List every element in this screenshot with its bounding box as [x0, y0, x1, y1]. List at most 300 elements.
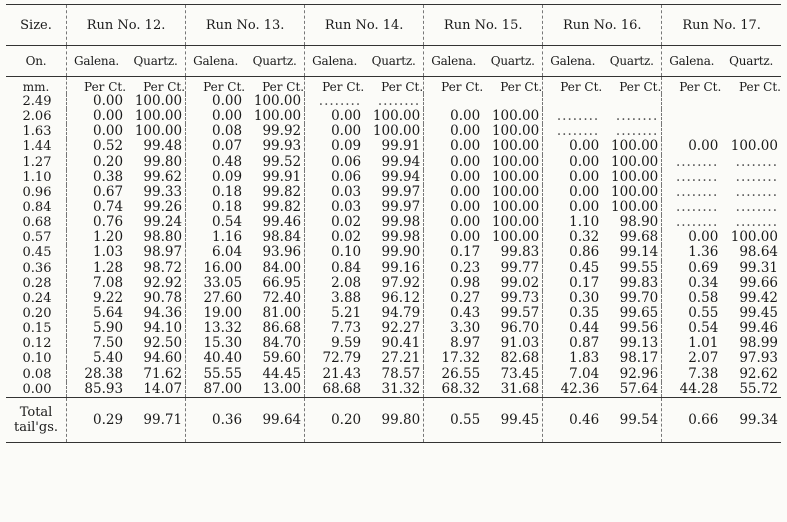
galena-header: Galena.: [186, 46, 246, 77]
galena-cell: 0.69: [688, 260, 719, 276]
quartz-cell: 100.00: [602, 155, 662, 170]
galena-cell: 5.21: [331, 305, 362, 322]
quartz-cell: 73.45: [483, 367, 543, 382]
galena-cell: 0.18: [212, 184, 243, 200]
galena-cell: 0.34: [688, 275, 719, 291]
table-row: [6, 306, 781, 321]
run-header-row: [6, 5, 781, 46]
quartz-cell: 99.80: [126, 155, 186, 170]
percent-unit: Per Ct.: [364, 77, 424, 95]
quartz-cell: 100.00: [126, 94, 186, 109]
galena-cell: [424, 94, 484, 109]
quartz-cell: 27.21: [364, 351, 424, 366]
percent-unit: Per Ct.: [441, 79, 484, 94]
galena-cell: 0.20: [92, 154, 124, 170]
galena-cell: 13.32: [203, 321, 243, 337]
quartz-cell: 98.72: [126, 261, 186, 276]
quartz-cell: 99.13: [602, 336, 662, 351]
size-cell: 0.36: [6, 261, 67, 276]
quartz-cell: 99.48: [126, 139, 186, 154]
run-header: Run No. 14.: [305, 5, 424, 46]
total-quartz-cell: 99.34: [721, 397, 781, 442]
quartz-cell: 99.90: [364, 245, 424, 260]
size-unit: mm.: [6, 77, 67, 95]
galena-cell: 16.00: [203, 260, 243, 276]
size-cell: 1.63: [6, 124, 67, 139]
quartz-cell: 92.27: [364, 321, 424, 336]
total-quartz-cell: 99.45: [483, 397, 543, 442]
quartz-cell: 100.00: [483, 185, 543, 200]
galena-cell: 5.40: [92, 351, 124, 367]
quartz-cell: 99.98: [364, 215, 424, 230]
quartz-cell: 99.46: [245, 215, 305, 230]
galena-cell: 0.00: [92, 94, 124, 110]
size-cell: 0.24: [6, 291, 67, 306]
quartz-cell: 96.12: [364, 291, 424, 306]
quartz-cell: 94.10: [126, 321, 186, 336]
sizing-table-container: [6, 4, 781, 443]
galena-header: Galena.: [543, 46, 603, 77]
size-cell: 0.45: [6, 245, 67, 260]
total-quartz-cell: 99.54: [602, 397, 662, 442]
quartz-cell: 99.70: [602, 291, 662, 306]
quartz-cell: 99.83: [602, 276, 662, 291]
quartz-cell: 99.83: [483, 245, 543, 260]
table-row: [6, 109, 781, 124]
galena-cell: 0.86: [569, 245, 600, 261]
quartz-cell: 99.57: [483, 306, 543, 321]
sizing-table: [6, 4, 781, 443]
total-label-line1: Total: [19, 404, 53, 420]
quartz-header: Quartz.: [126, 46, 186, 77]
galena-cell: ........: [318, 94, 362, 110]
percent-unit: Per Ct.: [483, 77, 543, 95]
table-row: [6, 215, 781, 230]
galena-cell: 5.90: [92, 321, 124, 337]
quartz-cell: 100.00: [245, 94, 305, 109]
galena-cell: ........: [556, 124, 600, 140]
quartz-cell: ........: [735, 199, 778, 216]
total-quartz-cell: 99.64: [245, 397, 305, 442]
table-row: [6, 276, 781, 291]
percent-unit: Per Ct.: [245, 77, 305, 95]
quartz-cell: 71.62: [126, 367, 186, 382]
galena-cell: 72.79: [322, 351, 362, 367]
quartz-cell: 99.31: [739, 260, 778, 276]
galena-cell: 0.00: [92, 124, 124, 140]
quartz-cell: 98.97: [126, 245, 186, 260]
total-row: [6, 397, 781, 442]
galena-cell: 42.36: [560, 381, 600, 397]
galena-cell: 17.32: [441, 351, 481, 367]
quartz-cell: 100.00: [602, 185, 662, 200]
quartz-cell: 99.33: [126, 185, 186, 200]
galena-cell: 1.16: [212, 230, 243, 246]
total-quartz-cell: 99.71: [126, 397, 186, 442]
quartz-cell: 66.95: [245, 276, 305, 291]
total-galena-cell: 0.20: [305, 397, 365, 442]
size-cell: 0.20: [6, 306, 67, 321]
quartz-cell: 94.36: [126, 306, 186, 321]
quartz-cell: 99.26: [126, 200, 186, 215]
quartz-cell: 99.14: [602, 245, 662, 260]
galena-cell: 0.09: [331, 139, 362, 155]
galena-cell: [662, 94, 722, 109]
galena-cell: 0.74: [92, 199, 124, 216]
galena-cell: 1.28: [92, 260, 124, 276]
quartz-cell: 94.79: [364, 306, 424, 321]
quartz-cell: 99.62: [126, 170, 186, 185]
quartz-cell: 99.46: [739, 321, 778, 337]
quartz-cell: 98.17: [602, 351, 662, 366]
quartz-cell: 99.24: [126, 215, 186, 230]
galena-cell: 33.05: [203, 275, 243, 291]
galena-header: Galena.: [67, 46, 127, 77]
quartz-cell: 100.00: [483, 155, 543, 170]
galena-cell: 1.10: [569, 215, 600, 231]
galena-cell: 0.00: [450, 154, 481, 170]
quartz-cell: 92.50: [126, 336, 186, 351]
quartz-header: Quartz.: [721, 46, 781, 77]
galena-cell: 1.01: [688, 336, 719, 352]
quartz-cell: 99.52: [245, 155, 305, 170]
quartz-cell: 99.16: [364, 261, 424, 276]
quartz-cell: 96.70: [483, 321, 543, 336]
quartz-cell: 55.72: [739, 381, 778, 397]
quartz-cell: 100.00: [483, 109, 543, 124]
galena-cell: 0.23: [450, 260, 481, 276]
percent-unit: Per Ct.: [560, 79, 603, 94]
galena-cell: 27.60: [203, 290, 243, 306]
galena-cell: 26.55: [441, 366, 481, 382]
quartz-cell: 99.91: [245, 170, 305, 185]
table-row: [6, 124, 781, 139]
quartz-cell: 99.97: [364, 200, 424, 215]
table-row: [6, 170, 781, 185]
galena-cell: [543, 94, 603, 109]
quartz-cell: 31.68: [483, 382, 543, 398]
quartz-cell: ........: [735, 169, 778, 185]
galena-cell: 0.48: [212, 154, 243, 170]
quartz-cell: 99.94: [364, 170, 424, 185]
quartz-cell: 44.45: [245, 367, 305, 382]
quartz-cell: 100.00: [126, 124, 186, 139]
quartz-cell: 100.00: [483, 200, 543, 215]
galena-cell: ........: [556, 109, 600, 125]
quartz-cell: 100.00: [483, 139, 543, 154]
size-cell: 0.12: [6, 336, 67, 351]
galena-cell: 15.30: [203, 336, 243, 352]
quartz-cell: ........: [602, 109, 662, 124]
quartz-cell: [602, 94, 662, 109]
galena-cell: 0.38: [92, 169, 124, 185]
quartz-cell: 99.66: [739, 275, 778, 291]
quartz-cell: 98.80: [126, 230, 186, 245]
size-cell: 0.68: [6, 215, 67, 230]
table-row: [6, 155, 781, 170]
galena-cell: 0.55: [688, 305, 719, 322]
quartz-cell: 99.82: [245, 185, 305, 200]
galena-cell: 0.00: [212, 109, 243, 125]
galena-cell: 0.10: [331, 245, 362, 261]
size-cell: 0.00: [6, 382, 67, 398]
galena-cell: 0.07: [212, 139, 243, 155]
galena-cell: 0.00: [92, 109, 124, 125]
galena-cell: 0.00: [688, 230, 719, 246]
table-row: [6, 245, 781, 260]
table-row: [6, 94, 781, 109]
size-cell: 0.28: [6, 276, 67, 291]
galena-cell: 0.06: [331, 169, 362, 185]
quartz-cell: ........: [735, 184, 778, 200]
galena-cell: 7.50: [92, 336, 124, 352]
galena-cell: 19.00: [203, 305, 243, 322]
percent-unit: Per Ct.: [203, 79, 246, 94]
quartz-cell: 99.02: [483, 276, 543, 291]
galena-cell: 85.93: [84, 381, 124, 397]
size-cell: 1.44: [6, 139, 67, 154]
table-row: [6, 185, 781, 200]
run-header: Run No. 13.: [186, 5, 305, 46]
galena-cell: 0.03: [331, 199, 362, 216]
galena-cell: 9.22: [92, 290, 124, 306]
galena-cell: 0.02: [331, 215, 362, 231]
galena-cell: 0.00: [450, 230, 481, 246]
quartz-cell: 98.99: [739, 336, 778, 352]
galena-cell: 0.30: [569, 290, 600, 306]
size-cell: 1.27: [6, 155, 67, 170]
galena-cell: 9.59: [331, 336, 362, 352]
quartz-header: Quartz.: [364, 46, 424, 77]
galena-cell: ........: [675, 154, 719, 170]
quartz-cell: 86.68: [245, 321, 305, 336]
galena-cell: 0.00: [569, 169, 600, 185]
galena-cell: 0.00: [212, 94, 243, 110]
table-row: [6, 261, 781, 276]
run-header: Run No. 12.: [67, 5, 186, 46]
table-row: [6, 351, 781, 366]
run-header: Run No. 17.: [662, 5, 781, 46]
galena-cell: 7.38: [688, 366, 719, 382]
galena-cell: 0.67: [92, 184, 124, 200]
quartz-cell: 100.00: [483, 230, 543, 245]
quartz-cell: 84.00: [245, 261, 305, 276]
quartz-cell: [721, 94, 781, 109]
galena-cell: 0.00: [569, 154, 600, 170]
galena-cell: 0.27: [450, 290, 481, 306]
quartz-cell: 59.60: [245, 351, 305, 366]
total-galena-cell: 0.46: [543, 397, 603, 442]
galena-cell: 0.58: [688, 290, 719, 306]
percent-unit: Per Ct.: [679, 79, 722, 94]
table-row: [6, 200, 781, 215]
quartz-cell: 100.00: [483, 124, 543, 139]
galena-header: Galena.: [305, 46, 365, 77]
total-galena-cell: 0.66: [662, 397, 722, 442]
quartz-cell: [483, 94, 543, 109]
table-row: [6, 230, 781, 245]
quartz-cell: 82.68: [483, 351, 543, 366]
galena-cell: 0.00: [688, 139, 719, 155]
galena-cell: 7.08: [92, 275, 124, 291]
galena-cell: 0.76: [92, 215, 124, 231]
galena-cell: 0.08: [212, 124, 243, 140]
size-cell: 0.96: [6, 185, 67, 200]
size-cell: 2.49: [6, 94, 67, 109]
quartz-cell: 31.32: [364, 382, 424, 398]
size-cell: 0.08: [6, 367, 67, 382]
total-galena-cell: 0.55: [424, 397, 484, 442]
galena-cell: 68.68: [322, 381, 362, 397]
galena-cell: 1.20: [92, 230, 124, 246]
quartz-cell: 99.98: [364, 230, 424, 245]
total-quartz-cell: 99.80: [364, 397, 424, 442]
quartz-cell: 99.91: [364, 139, 424, 154]
total-label: [6, 397, 67, 442]
galena-cell: 21.43: [322, 366, 362, 382]
quartz-header: Quartz.: [602, 46, 662, 77]
galena-cell: 2.08: [331, 275, 362, 291]
percent-unit: Per Ct.: [738, 79, 781, 94]
galena-header: Galena.: [662, 46, 722, 77]
quartz-cell: 94.60: [126, 351, 186, 366]
galena-cell: 1.03: [92, 245, 124, 261]
quartz-cell: 90.41: [364, 336, 424, 351]
size-cell: 2.06: [6, 109, 67, 124]
run-header: Run No. 16.: [543, 5, 662, 46]
quartz-cell: 100.00: [483, 170, 543, 185]
galena-cell: 6.04: [212, 245, 243, 261]
galena-cell: 55.55: [203, 366, 243, 382]
quartz-cell: 98.90: [602, 215, 662, 230]
galena-cell: 0.54: [688, 321, 719, 337]
percent-unit: Per Ct.: [322, 79, 365, 94]
quartz-header: Quartz.: [483, 46, 543, 77]
quartz-cell: 93.96: [245, 245, 305, 260]
quartz-cell: 92.92: [126, 276, 186, 291]
quartz-cell: 97.92: [364, 276, 424, 291]
galena-cell: 5.64: [92, 305, 124, 322]
quartz-cell: 99.93: [245, 139, 305, 154]
quartz-cell: 99.94: [364, 155, 424, 170]
quartz-cell: 100.00: [364, 124, 424, 139]
quartz-cell: ........: [602, 124, 662, 139]
quartz-cell: 81.00: [245, 306, 305, 321]
quartz-cell: 99.97: [364, 185, 424, 200]
quartz-cell: 84.70: [245, 336, 305, 351]
galena-cell: 0.00: [450, 169, 481, 185]
quartz-header: Quartz.: [245, 46, 305, 77]
galena-cell: 0.87: [569, 336, 600, 352]
galena-cell: 0.43: [450, 305, 481, 322]
quartz-cell: ........: [364, 94, 424, 109]
quartz-cell: 13.00: [245, 382, 305, 398]
percent-unit: Per Ct.: [84, 79, 127, 94]
galena-cell: 0.03: [331, 184, 362, 200]
galena-cell: 0.17: [569, 275, 600, 291]
galena-cell: 1.83: [569, 351, 600, 367]
table-row: [6, 321, 781, 336]
quartz-cell: 99.55: [602, 261, 662, 276]
quartz-cell: 99.77: [483, 261, 543, 276]
quartz-cell: 92.62: [739, 366, 778, 382]
galena-header: Galena.: [424, 46, 484, 77]
galena-cell: 0.00: [331, 124, 362, 140]
galena-cell: ........: [675, 184, 719, 200]
galena-cell: 0.00: [450, 109, 481, 125]
quartz-cell: 100.00: [730, 230, 778, 246]
quartz-cell: 78.57: [364, 367, 424, 382]
galena-cell: 0.17: [450, 245, 481, 261]
galena-cell: 0.02: [331, 230, 362, 246]
galena-cell: [662, 109, 722, 124]
galena-cell: 0.98: [450, 275, 481, 291]
quartz-cell: 100.00: [602, 139, 662, 154]
galena-cell: 44.28: [679, 381, 719, 397]
size-cell: 0.15: [6, 321, 67, 336]
quartz-cell: 99.42: [739, 290, 778, 306]
galena-cell: 0.18: [212, 199, 243, 216]
quartz-cell: [721, 109, 781, 124]
quartz-cell: ........: [735, 154, 778, 170]
galena-cell: 0.00: [450, 199, 481, 216]
galena-cell: 0.52: [92, 139, 124, 155]
quartz-cell: 97.93: [739, 351, 778, 367]
quartz-cell: 100.00: [602, 170, 662, 185]
table-body: [6, 77, 781, 443]
size-cell: 1.10: [6, 170, 67, 185]
galena-cell: 0.84: [331, 260, 362, 276]
quartz-cell: 100.00: [245, 109, 305, 124]
quartz-cell: 57.64: [602, 382, 662, 398]
on-header: On.: [6, 46, 67, 77]
galena-cell: 0.00: [450, 184, 481, 200]
run-header: Run No. 15.: [424, 5, 543, 46]
galena-cell: 0.32: [569, 230, 600, 246]
galena-cell: 0.00: [569, 184, 600, 200]
total-galena-cell: 0.36: [186, 397, 246, 442]
quartz-cell: 90.78: [126, 291, 186, 306]
galena-cell: 68.32: [441, 381, 481, 397]
quartz-cell: 100.00: [126, 109, 186, 124]
quartz-cell: 100.00: [483, 215, 543, 230]
galena-cell: 87.00: [203, 381, 243, 397]
table-row: [6, 367, 781, 382]
quartz-cell: 99.45: [739, 305, 778, 322]
percent-unit: Per Ct.: [602, 77, 662, 95]
galena-cell: 0.00: [450, 124, 481, 140]
table-row: [6, 139, 781, 154]
galena-cell: 7.04: [569, 366, 600, 382]
galena-cell: 0.54: [212, 215, 243, 231]
quartz-cell: ........: [735, 215, 778, 231]
quartz-cell: 98.84: [245, 230, 305, 245]
galena-cell: 0.00: [450, 139, 481, 155]
size-cell: 0.10: [6, 351, 67, 366]
total-galena-cell: 0.29: [67, 397, 127, 442]
quartz-cell: 99.65: [602, 306, 662, 321]
galena-cell: 0.06: [331, 154, 362, 170]
size-cell: 0.57: [6, 230, 67, 245]
percent-unit: Per Ct.: [126, 77, 186, 95]
quartz-cell: [721, 124, 781, 139]
units-row: [6, 77, 781, 95]
size-cell: 0.84: [6, 200, 67, 215]
quartz-cell: 99.68: [602, 230, 662, 245]
galena-cell: 3.30: [450, 321, 481, 337]
galena-cell: 28.38: [84, 366, 124, 382]
galena-cell: ........: [675, 215, 719, 231]
